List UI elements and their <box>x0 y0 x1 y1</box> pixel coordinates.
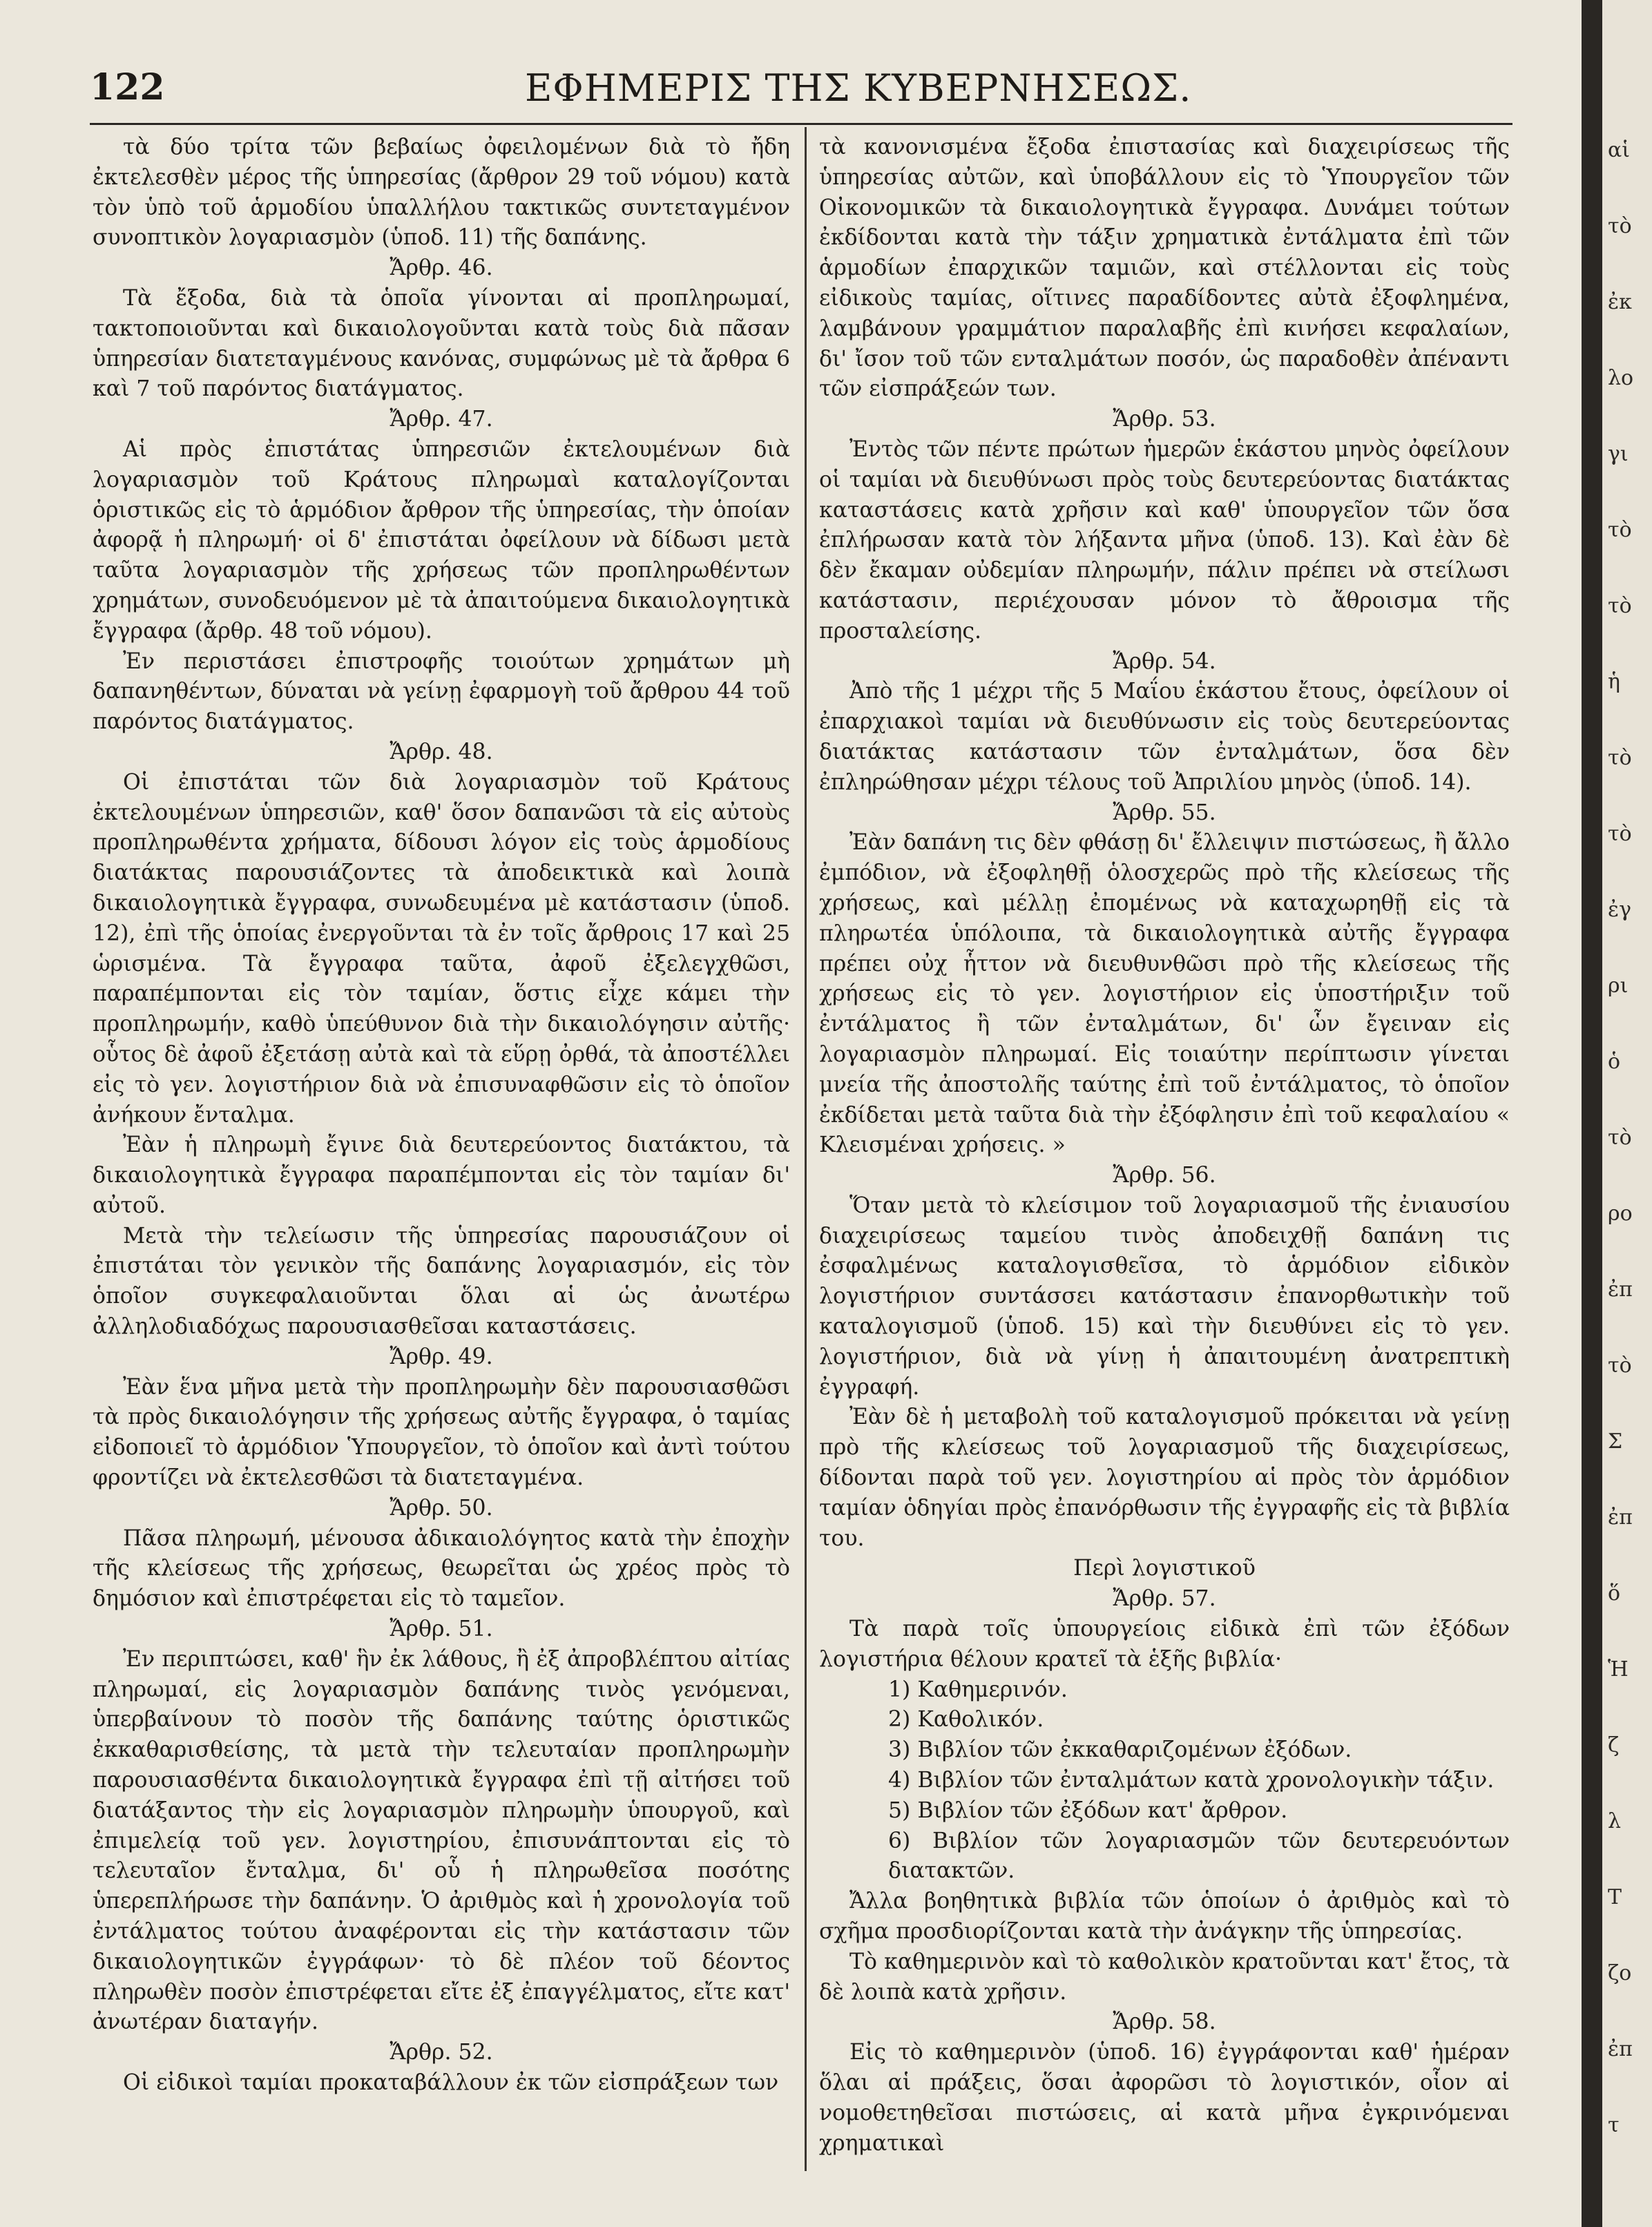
adjacent-page-fragment: ἐκ <box>1608 290 1632 314</box>
adjacent-page-fragment: τὸ <box>1608 594 1632 618</box>
paragraph: Τὸ καθημερινὸν καὶ τὸ καθολικὸν κρατοῦνται κατ' ἔτος, τὰ δὲ λοιπὰ κατὰ χρῆσιν. <box>819 1949 1510 2005</box>
adjacent-page-fragment: ρο <box>1608 1202 1633 1226</box>
right-column <box>819 133 1510 2159</box>
article-heading: Ἄρθρ. 52. <box>390 2040 493 2065</box>
article-heading: Ἄρθρ. 53. <box>1113 407 1216 432</box>
paragraph: Ἐν περιπτώσει, καθ' ἣν ἐκ λάθους, ἢ ἐξ ἀπροβλέπτου αἰτίας πληρωμαί, εἰς λογαριασμὸν δαπάνης τινὸς γενόμεναι, ὑπερβαίνουν τὸ ποσὸν τῆς δαπάνης ταύτης ὁριστικῶς ἐκκαθαρισθείσης, τὰ μετὰ τὴν τελευταίαν προπληρωμὴν παρουσιασθέντα δικαιολογητικὰ ἔγγραφα ἐπὶ τῇ αἰτήσει τοῦ διατάξαντος τὴν εἰς λογαριασμὸν πληρωμὴν ὑπουργοῦ, καὶ ἐπιμελείᾳ τοῦ γεν. λογιστηρίου, ἐπισυνάπτονται εἰς τὸ τελευταῖον ἔνταλμα, δι' οὗ ἡ πληρωθεῖσα ποσότης ὑπερεπλήρωσε τὴν δαπάνην. Ὁ ἀριθμὸς καὶ ἡ χρονολογία τοῦ ἐντάλματος τούτου ἀναφέρονται εἰς τὴν κατάστασιν τῶν δικαιολογητικῶν ἐγγράφων· τὸ δὲ πλέον τοῦ δέοντος πληρωθὲν ποσὸν ἐπιστρέφεται εἴτε ἐξ ἐπαγγέλματος, εἴτε κατ' ἀνωτέραν διαταγήν. <box>93 1646 790 2035</box>
adjacent-page-fragment: λο <box>1608 366 1634 390</box>
adjacent-page-edge <box>1602 0 1652 2227</box>
article-heading: Ἄρθρ. 51. <box>390 1617 493 1642</box>
adjacent-page-fragment: τὸ <box>1608 822 1632 846</box>
adjacent-page-fragment: τὸ <box>1608 1126 1632 1150</box>
left-column <box>93 133 790 2099</box>
paragraph: Μετὰ τὴν τελείωσιν τῆς ὑπηρεσίας παρουσιάζουν οἱ ἐπιστάται τὸν γενικὸν τῆς δαπάνης λογαριασμόν, εἰς τὸν ὁποῖον συγκεφαλαιοῦνται ὅλαι αἱ ὡς ἀνωτέρω ἀλληλοδιαδόχως παρουσιασθεῖσαι καταστάσεις. <box>93 1223 790 1340</box>
adjacent-page-fragment: Τ <box>1608 1885 1622 1909</box>
adjacent-page-fragment: τὸ <box>1608 1353 1632 1378</box>
list-item: 6) Βιβλίον τῶν λογαριασμῶν τῶν δευτερευόντων διατακτῶν. <box>888 1828 1510 1884</box>
article-heading: Ἄρθρ. 48. <box>390 739 493 764</box>
adjacent-page-fragment: ἐπ <box>1608 2037 1633 2061</box>
article-heading: Ἄρθρ. 50. <box>390 1495 493 1521</box>
adjacent-page-fragment: γι <box>1608 442 1629 466</box>
list-item: 5) Βιβλίον τῶν ἐξόδων κατ' ἄρθρον. <box>888 1797 1288 1823</box>
paragraph: Ἐὰν ἕνα μῆνα μετὰ τὴν προπληρωμὴν δὲν παρουσιασθῶσι τὰ πρὸς δικαιολόγησιν τῆς χρήσεως αὐτῆς ἔγγραφα, ὁ ταμίας εἰδοποιεῖ τὸ ἁρμόδιον Ὑπουργεῖον, τὸ ὁποῖον καὶ ἀντὶ τούτου φροντίζει νὰ ἐκτελεσθῶσι τὰ διατεταγμένα. <box>93 1374 790 1491</box>
adjacent-page-fragment: τὸ <box>1608 214 1632 238</box>
paragraph: Ἐν περιστάσει ἐπιστροφῆς τοιούτων χρημάτων μὴ δαπανηθέντων, δύναται νὰ γείνῃ ἐφαρμογὴ τοῦ ἄρθρου 44 τοῦ παρόντος διατάγματος. <box>93 648 790 735</box>
adjacent-page-fragment: λ <box>1608 1809 1622 1833</box>
paragraph: Ἄλλα βοηθητικὰ βιβλία τῶν ὁποίων ὁ ἀριθμὸς καὶ τὸ σχῆμα προσδιορίζονται κατὰ τὴν ἀνάγκην τῆς ὑπηρεσίας. <box>819 1889 1510 1945</box>
paragraph: Ἐντὸς τῶν πέντε πρώτων ἡμερῶν ἑκάστου μηνὸς ὀφείλουν οἱ ταμίαι νὰ διευθύνωσι πρὸς τοὺς δευτερεύοντας διατάκτας καταστάσεις κατὰ χρῆσιν καὶ καθ' ὑπουργεῖον τῶν ὅσα ἐπλήρωσαν κατὰ τὸν λήξαντα μῆνα (ὑποδ. 13). Καὶ ἐὰν δὲ δὲν ἔκαμαν οὐδεμίαν πληρωμήν, πάλιν πρέπει νὰ στείλωσι κατάστασιν, περιέχουσαν μόνον τὸ ἄθροισμα τῆς προσταλείσης. <box>819 436 1510 644</box>
adjacent-page-fragment: τ <box>1608 2113 1620 2137</box>
list-item: 2) Καθολικόν. <box>888 1707 1044 1733</box>
adjacent-page-fragment: ἐπ <box>1608 1505 1633 1530</box>
paragraph: Εἰς τὸ καθημερινὸν (ὑποδ. 16) ἐγγράφονται καθ' ἡμέραν ὅλαι αἱ πράξεις, ὅσαι ἀφορῶσι τὸ λογιστικόν, οἷον αἱ νομοθετηθεῖσαι πιστώσεις, αἱ κατὰ μῆνα ἐγκρινόμεναι χρηματικαὶ <box>819 2040 1510 2156</box>
paragraph: Ἐὰν ἡ πληρωμὴ ἔγινε διὰ δευτερεύοντος διατάκτου, τὰ δικαιολογητικὰ ἔγγραφα παραπέμπονται εἰς τὸν ταμίαν δι' αὐτοῦ. <box>93 1132 790 1218</box>
list-item: 3) Βιβλίον τῶν ἐκκαθαριζομένων ἐξόδων. <box>888 1737 1352 1763</box>
book-gutter <box>1582 0 1602 2227</box>
paragraph: Πᾶσα πληρωμή, μένουσα ἀδικαιολόγητος κατὰ τὴν ἐποχὴν τῆς κλείσεως τῆς χρήσεως, θεωρεῖται ὡς χρέος πρὸς τὸ δημόσιον καὶ ἐπιστρέφεται εἰς τὸ ταμεῖον. <box>93 1525 790 1612</box>
adjacent-page-fragment: τὸ <box>1608 518 1632 542</box>
paragraph: Τὰ παρὰ τοῖς ὑπουργείοις εἰδικὰ ἐπὶ τῶν ἐξόδων λογιστήρια θέλουν κρατεῖ τὰ ἑξῆς βιβλία· <box>819 1617 1510 1672</box>
adjacent-page-fragment: ἐγ <box>1608 898 1632 922</box>
article-heading: Ἄρθρ. 56. <box>1113 1163 1216 1188</box>
paragraph: τὰ δύο τρίτα τῶν βεβαίως ὀφειλομένων διὰ τὸ ἤδη ἐκτελεσθὲν μέρος τῆς ὑπηρεσίας (ἄρθρον 29 τοῦ νόμου) κατὰ τὸν ὑπὸ τοῦ ἁρμοδίου ὑπαλλήλου τακτικῶς συντεταγμένον συνοπτικὸν λογαριασμὸν (ὑποδ. 11) τῆς δαπάνης. <box>93 135 790 251</box>
adjacent-page-fragment: ἐπ <box>1608 1278 1633 1302</box>
paragraph: Οἱ ἐπιστάται τῶν διὰ λογαριασμὸν τοῦ Κράτους ἐκτελουμένων ὑπηρεσιῶν, καθ' ὅσον δαπανῶσι τὰ εἰς αὐτοὺς προπληρωθέντα χρήματα, δίδουσι λόγον εἰς τοὺς ἁρμοδίους διατάκτας παρουσιάζοντες τὰ ἀποδεικτικὰ καὶ λοιπὰ δικαιολογητικὰ ἔγγραφα, συνωδευμένα μὲ κατάστασιν (ὑποδ. 12), ἐπὶ τῆς ὁποίας ἐνεργοῦνται τὰ ἐν τοῖς ἄρθροις 17 καὶ 25 ὡρισμένα. Τὰ ἔγγραφα ταῦτα, ἀφοῦ ἐξελεγχθῶσι, παραπέμπονται εἰς τὸν ταμίαν, ὅστις εἶχε κάμει τὴν προπληρωμήν, καθὸ ὑπεύθυνον διὰ τὴν δικαιολόγησιν αὐτῆς· οὗτος δὲ ἀφοῦ ἐξετάσῃ αὐτὰ καὶ τὰ εὕρῃ ὀρθά, τὰ ἀποστέλλει εἰς τὸ γεν. λογιστήριον διὰ νὰ ἐπισυναφθῶσιν εἰς τὸ ὁποῖον ἀνήκουν ἔνταλμα. <box>93 769 790 1128</box>
adjacent-page-fragment: ὁ <box>1608 1050 1621 1074</box>
paragraph: Ἀπὸ τῆς 1 μέχρι τῆς 5 Μαΐου ἑκάστου ἔτους, ὀφείλουν οἱ ἐπαρχιακοὶ ταμίαι νὰ διευθύνωσιν εἰς τοὺς δευτερεύοντας διατάκτας κατάστασιν τῶν ἐνταλμάτων, ὅσα δὲν ἐπληρώθησαν μέχρι τέλους τοῦ Ἀπριλίου μηνὸς (ὑποδ. 14). <box>819 679 1510 795</box>
article-heading: Ἄρθρ. 49. <box>390 1344 493 1369</box>
header-rule <box>90 123 1512 125</box>
page-number: 122 <box>90 66 165 108</box>
paragraph: Αἱ πρὸς ἐπιστάτας ὑπηρεσιῶν ἐκτελουμένων διὰ λογαριασμὸν τοῦ Κράτους πληρωμαὶ καταλογίζονται ὁριστικῶς εἰς τὸ ἁρμόδιον ἄρθρον τῆς ὑπηρεσίας, τὴν ὁποίαν ἀφορᾷ ἡ πληρωμή· οἱ δ' ἐπιστάται ὀφείλουν νὰ δίδωσι μετὰ ταῦτα λογαριασμὸν τῆς χρήσεως τῶν προπληρωθέντων χρημάτων, συνοδευόμενον μὲ τὰ ἀπαιτούμενα δικαιολογητικὰ ἔγγραφα (ἄρθρ. 48 τοῦ νόμου). <box>93 436 790 644</box>
article-heading: Ἄρθρ. 58. <box>1113 2009 1216 2035</box>
adjacent-page-fragment: τὸ <box>1608 746 1632 770</box>
adjacent-page-fragment: Ἡ <box>1608 1657 1629 1681</box>
adjacent-page-fragment: Σ <box>1608 1429 1623 1454</box>
list-item: 4) Βιβλίον τῶν ἐνταλμάτων κατὰ χρονολογικὴν τάξιν. <box>888 1768 1495 1793</box>
paragraph: Ἐὰν δὲ ἡ μεταβολὴ τοῦ καταλογισμοῦ πρόκειται νὰ γείνῃ πρὸ τῆς κλείσεως τοῦ λογαριασμοῦ τῆς διαχειρίσεως, δίδονται παρὰ τοῦ γεν. λογιστηρίου αἱ πρὸς τὸν ἁρμόδιον ταμίαν ὁδηγίαι πρὸς ἐπανόρθωσιν τῆς ἐγγραφῆς εἰς τὰ βιβλία του. <box>819 1405 1510 1551</box>
article-heading: Ἄρθρ. 47. <box>390 407 493 432</box>
article-heading: Περὶ λογιστικοῦ <box>1073 1556 1256 1581</box>
paragraph: Ὅταν μετὰ τὸ κλείσιμον τοῦ λογαριασμοῦ τῆς ἐνιαυσίου διαχειρίσεως ταμείου τινὸς ἀποδειχθῇ δαπάνη τις ἐσφαλμένως καταλογισθεῖσα, τὸ ἁρμόδιον εἰδικὸν λογιστήριον συντάσσει κατάστασιν ἐπανορθωτικὴν τοῦ καταλογισμοῦ (ὑποδ. 15) καὶ τὴν διευθύνει εἰς τὸ γεν. λογιστήριον, διὰ νὰ γίνῃ ἡ ἀπαιτουμένη ἀνατρεπτικὴ ἐγγραφή. <box>819 1193 1510 1400</box>
page-title: ΕΦΗΜΕΡΙΣ ΤΗΣ ΚΥΒΕΡΝΗΣΕΩΣ. <box>525 66 1192 110</box>
paragraph: Τὰ ἔξοδα, διὰ τὰ ὁποῖα γίνονται αἱ προπληρωμαί, τακτοποιοῦνται καὶ δικαιολογοῦνται κατὰ τοὺς διὰ πᾶσαν ὑπηρεσίαν διατεταγμένους κανόνας, συμφώνως μὲ τὰ ἄρθρα 6 καὶ 7 τοῦ παρόντος διατάγματος. <box>93 285 790 402</box>
paragraph: Οἱ εἰδικοὶ ταμίαι προκαταβάλλουν ἐκ τῶν εἰσπράξεων των <box>123 2070 779 2095</box>
column-divider <box>805 127 807 2171</box>
adjacent-page-fragment: αἱ <box>1608 138 1631 162</box>
paragraph: τὰ κανονισμένα ἔξοδα ἐπιστασίας καὶ διαχειρίσεως τῆς ὑπηρεσίας αὐτῶν, καὶ ὑποβάλλουν εἰς τὸ Ὑπουργεῖον τῶν Οἰκονομικῶν τὰ δικαιολογητικὰ ἔγγραφα. Δυνάμει τούτων ἐκδίδονται κατὰ τὴν τάξιν χρηματικὰ ἐντάλματα ἐπὶ τῶν ἁρμοδίων ἐπαρχικῶν ταμιῶν, καὶ στέλλονται εἰς τοὺς εἰδικοὺς ταμίας, οἵτινες παραδίδοντες αὐτὰ ἐξοφλημένα, λαμβάνουν γραμμάτιον παραλαβῆς ἐπὶ κινήσει κεφαλαίων, δι' ἴσον τοῦ τῶν ενταλμάτων ποσόν, ὡς παραδοθὲν ἀπέναντι τῶν εἰσπράξεών των. <box>819 135 1510 402</box>
article-heading: Ἄρθρ. 46. <box>390 256 493 281</box>
adjacent-page-fragment: ζο <box>1608 1961 1632 1985</box>
adjacent-page-fragment: ρι <box>1608 974 1629 998</box>
paragraph: Ἐὰν δαπάνη τις δὲν φθάσῃ δι' ἔλλειψιν πιστώσεως, ἢ ἄλλο ἐμπόδιον, νὰ ἐξοφληθῇ ὁλοσχερῶς πρὸ τῆς κλείσεως τῆς χρήσεως, καὶ μέλλῃ ἐπομένως νὰ καταχωρηθῇ εἰς τὰ πληρωτέα ὑπόλοιπα, τὰ δικαιολογητικὰ αὐτῆς ἔγγραφα πρέπει οὐχ ἧττον νὰ διευθυνθῶσι πρὸ τῆς κλείσεως τῆς χρήσεως εἰς τὸ γεν. λογιστήριον εἰς ὑποστήριξιν τοῦ ἐντάλματος ἢ τῶν ἐνταλμάτων, δι' ὧν ἔγειναν εἰς λογαριασμὸν πληρωμαί. Εἰς τοιαύτην περίπτωσιν γίνεται μνεία τῆς ἀποστολῆς ταύτης ἐπὶ τοῦ ἐντάλματος, τὸ ὁποῖον ἐκδίδεται μετὰ ταῦτα διὰ τὴν ἐξόφλησιν ἐπὶ τοῦ κεφαλαίου « Κλεισμέναι χρήσεις. » <box>819 830 1510 1158</box>
article-heading: Ἄρθρ. 55. <box>1113 800 1216 825</box>
adjacent-page-fragment: ἡ <box>1608 670 1620 694</box>
article-heading: Ἄρθρ. 57. <box>1113 1586 1216 1612</box>
article-heading: Ἄρθρ. 54. <box>1113 648 1216 674</box>
adjacent-page-fragment: ζ <box>1608 1733 1620 1757</box>
list-item: 1) Καθημερινόν. <box>888 1677 1068 1702</box>
adjacent-page-fragment: ὅ <box>1608 1581 1621 1606</box>
page-header <box>83 59 1506 115</box>
